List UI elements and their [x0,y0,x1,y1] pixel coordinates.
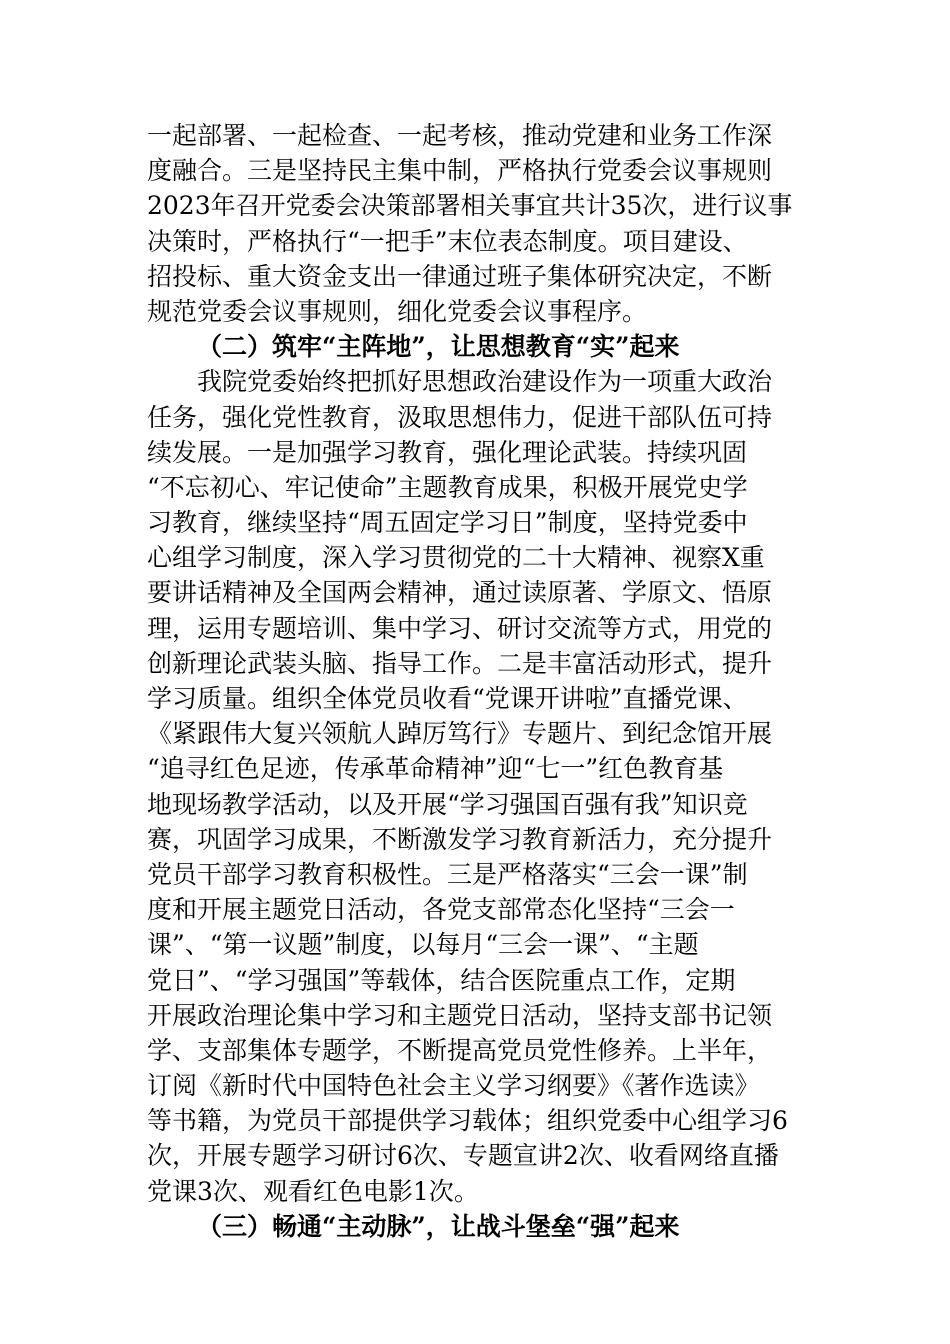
text-line: 续发展。一是加强学习教育，强化理论武装。持续巩固 [147,437,748,467]
section-heading-3: （三）畅通“主动脉”，让战斗堡垒“强”起来 [197,1211,680,1241]
text-line: “不忘初心、牢记使命”主题教育成果，积极开展党史学 [147,472,748,502]
text-line: 招投标、重大资金支出一律通过班子集体研究决定，不断 [147,261,773,291]
text-line: 决策时，严格执行“一把手”末位表态制度。项目建设、 [147,226,748,256]
text-line: 任务，强化党性教育，汲取思想伟力，促进干部队伍可持 [147,402,773,432]
section-heading-2: （二）筑牢“主阵地”，让思想教育“实”起来 [197,332,680,362]
text-line: 开展政治理论集中学习和主题党日活动，坚持支部书记领 [147,1000,773,1030]
text-line: 订阅《新时代中国特色社会主义学习纲要》《著作选读》 [147,1071,760,1101]
text-line: 度和开展主题党日活动，各党支部常态化坚持“三会一 [147,895,735,925]
text-line: 党日”、“学习强国”等载体，结合医院重点工作，定期 [147,965,736,995]
text-line: 习教育，继续坚持“周五固定学习日”制度，坚持党委中 [147,508,748,538]
text-line: 《紧跟伟大复兴领航人踔厉笃行》专题片、到纪念馆开展 [147,719,773,749]
text-line: 创新理论武装头脑、指导工作。二是丰富活动形式，提升 [147,648,773,678]
text-line: 党课3次、观看红色电影1次。 [147,1176,479,1206]
text-line: 2023年召开党委会决策部署相关事宜共计35次，进行议事 [147,191,793,221]
text-line: 要讲话精神及全国两会精神，通过读原著、学原文、悟原 [147,578,773,608]
text-line: 党员干部学习教育积极性。三是严格落实“三会一课”制 [147,859,748,889]
text-line: 课”、“第一议题”制度，以每月“三会一课”、“主题 [147,930,699,960]
text-line: 学习质量。组织全体党员收看“党课开讲啦”直播党课、 [147,684,748,713]
text-line: 等书籍，为党员干部提供学习载体；组织党委中心组学习6 [147,1106,788,1136]
text-line: 赛，巩固学习成果，不断激发学习教育新活力，充分提升 [147,824,773,854]
document-page [147,118,807,1244]
text-line: 学、支部集体专题学，不断提高党员党性修养。上半年， [147,1035,773,1065]
text-line: 我院党委始终把抓好思想政治建设作为一项重大政治 [197,367,773,397]
text-line: “追寻红色足迹，传承革命精神”迎“七一”红色教育基 [147,754,724,784]
text-line: 一起部署、一起检查、一起考核，推动党建和业务工作深 [147,121,773,150]
text-line: 度融合。三是坚持民主集中制，严格执行党委会议事规则 [147,156,773,186]
text-line: 理，运用专题培训、集中学习、研讨交流等方式，用党的 [147,613,773,643]
text-line: 次，开展专题学习研讨6次、专题宣讲2次、收看网络直播 [147,1141,779,1171]
text-line: 心组学习制度，深入学习贯彻党的二十大精神、视察X重 [147,543,765,573]
text-line: 地现场教学活动，以及开展“学习强国百强有我”知识竞 [147,789,748,819]
text-line: 规范党委会议事规则，细化党委会议事程序。 [147,296,648,326]
